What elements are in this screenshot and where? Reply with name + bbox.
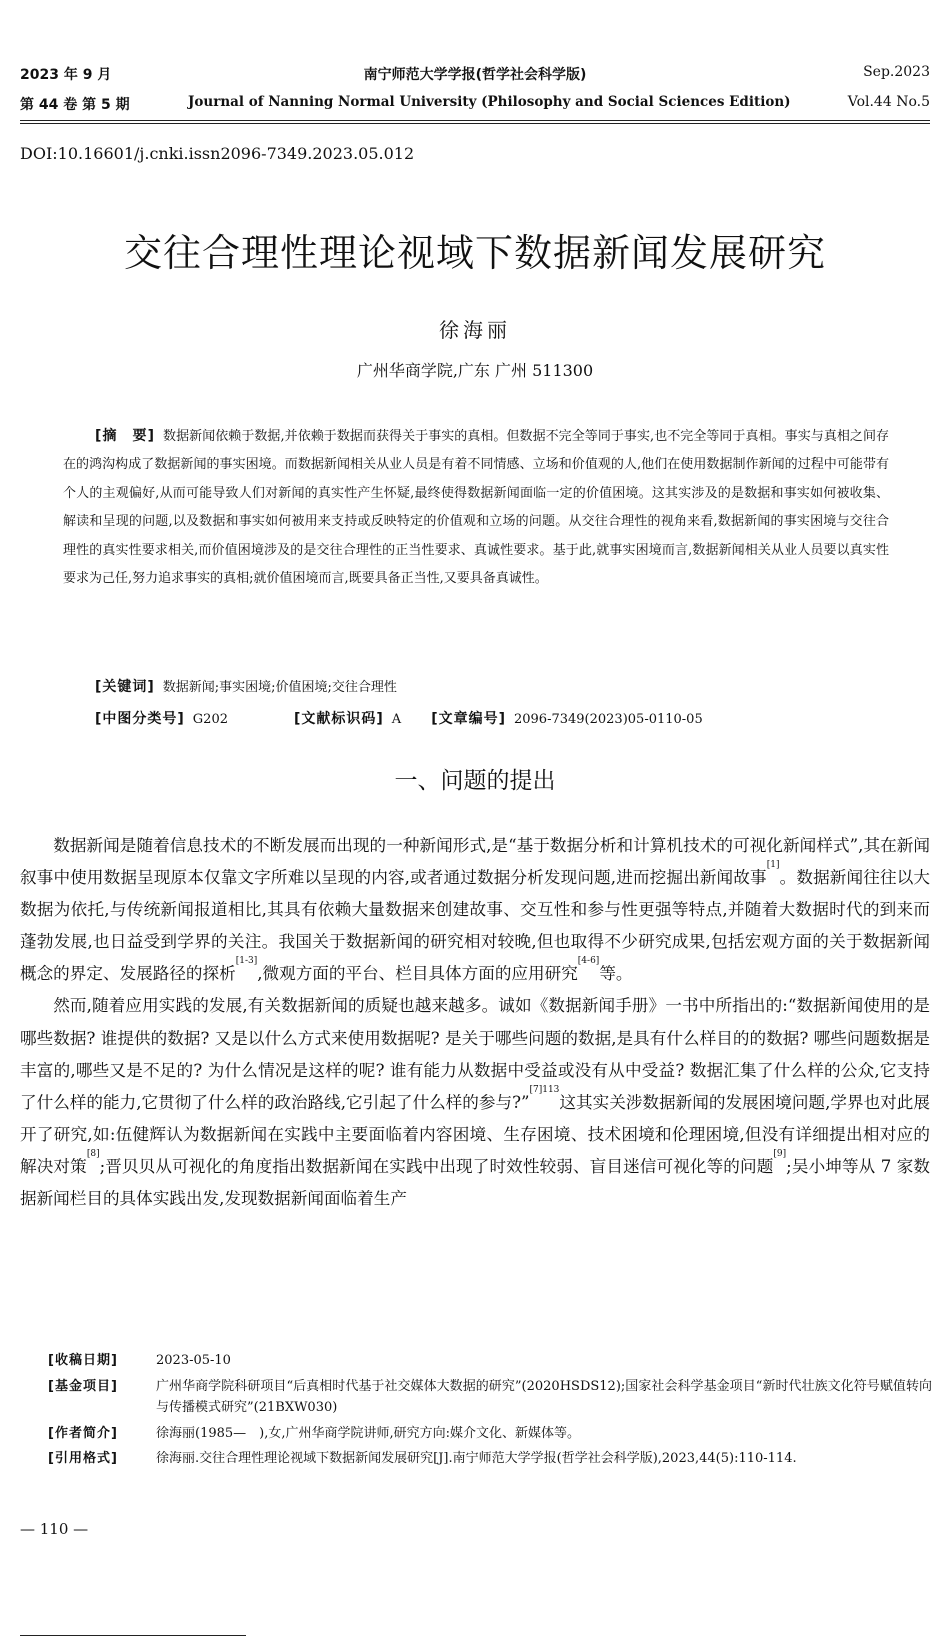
article-no-value: 2096-7349(2023)05-0110-05 <box>513 712 703 727</box>
abstract <box>63 422 889 593</box>
p2-text-b: 这其实关涉数据新闻的发展困境问题,学界也对此展开了研究,如:伍健辉认为数据新闻在实践中主要面临着内容困境、生存困境、技术困境和伦理困境,但没有详细提出相对应的解决对策 <box>20 1092 930 1176</box>
keywords-text: 数据新闻;事实困境;价值困境;交往合理性 <box>162 680 397 695</box>
footnote-received <box>48 1350 932 1372</box>
footnote-bio <box>48 1423 932 1445</box>
clc-value: G202 <box>192 712 228 727</box>
bio-text: 徐海丽(1985— ),女,广州华商学院讲师,研究方向:媒介文化、新媒体等。 <box>156 1425 581 1441</box>
abstract-text: 数据新闻依赖于数据,并依赖于数据而获得关于事实的真相。但数据不完全等同于事实,也不完全等同于真相。事实与真相之间存在的鸿沟构成了数据新闻的事实困境。而数据新闻相关从业人员是有着不同情感、立场和价值观的人,他们在使用数据制作新闻的过程中可能带有个人的主观偏好,从而可能导致人们对新闻的真实性产生怀疑,最终使得数据新闻面临一定的价值困境。这其实涉及的是数据和事实如何被收集、解读和呈现的问题,以及数据和事实如何被用来支持或反映特定的价值观和立场的问题。从交往合理性的视角来看,数据新闻的事实困境与交往合理性的真实性要求相关,而价值困境涉及的是交往合理性的正当性要求、真诚性要求。基于此,就事实困境而言,数据新闻相关从业人员要以真实性要求为己任,努力追求事实的真相;就价值困境而言,既要具备正当性,又要具备真诚性。 <box>63 429 890 587</box>
footnotes <box>48 1350 932 1474</box>
doi: DOI:10.16601/j.cnki.issn2096-7349.2023.05.012 <box>20 144 415 163</box>
citation-ref: [8] <box>86 1148 100 1159</box>
p1-text-c: ,微观方面的平台、栏目具体方面的应用研究 <box>257 964 578 984</box>
section-heading: 一、问题的提出 <box>394 768 556 794</box>
citation-ref: [1] <box>766 860 780 871</box>
citation-label: [引用格式] <box>48 1451 118 1466</box>
citation-ref: [1-3] <box>235 956 258 967</box>
p2-text-a: 然而,随着应用实践的发展,有关数据新闻的质疑也越来越多。诚如《数据新闻手册》一书中所指出的:“数据新闻使用的是哪些数据? 谁提供的数据? 又是以什么方式来使用数据呢? 是关于哪些问题的数据,是具有什么样目的的数据? 哪些问题数据是丰富的,哪些又是不足的? 为什么情况是这样的呢? 谁有能力从数据中受益或没有从中受益? 数据汇集了什么样的公众,它支持了什么样的能力,它贯彻了什么样的政治路线,它引起了什么样的参与?” <box>20 996 930 1112</box>
abstract-label: [摘 要] <box>95 428 155 444</box>
citation-text: 徐海丽.交往合理性理论视域下数据新闻发展研究[J].南宁师范大学学报(哲学社会科学版),2023,44(5):110-114. <box>156 1451 797 1466</box>
classification <box>95 708 703 728</box>
header-volume-cn: 第 44 卷 第 5 期 <box>20 97 130 113</box>
clc-label: [中图分类号] <box>95 711 185 727</box>
body-text <box>20 830 930 1215</box>
citation-ref: [7]113 <box>529 1084 560 1095</box>
journal-title-cn: 南宁师范大学学报(哲学社会科学版) <box>363 67 587 83</box>
paragraph-1 <box>20 830 930 990</box>
page-number: — 110 — <box>20 1520 89 1538</box>
footnote-fund <box>48 1376 932 1419</box>
article-no-label: [文章编号] <box>431 711 506 727</box>
citation-ref: [4-6] <box>577 956 600 967</box>
doc-code-label: [文献标识码] <box>294 711 384 727</box>
received-date: 2023-05-10 <box>156 1353 231 1368</box>
header-date: 2023 年 9 月 <box>20 67 112 83</box>
received-label: [收稿日期] <box>48 1353 118 1368</box>
p1-text-b: 。数据新闻往往以大数据为依托,与传统新闻报道相比,其具有依赖大量数据来创建故事、交互性和参与性更强等特点,并随着大数据时代的到来而蓬勃发展,也日益受到学界的关注。我国关于数据新闻的研究相对较晚,但也取得不少研究成果,包括宏观方面的关于数据新闻概念的界定、发展路径的探析 <box>20 868 931 984</box>
p1-text-a: 数据新闻是随着信息技术的不断发展而出现的一种新闻形式,是“基于数据分析和计算机技术的可视化新闻样式”,其在新闻叙事中使用数据呈现原本仅靠文字所难以呈现的内容,或者通过数据分析发现问题,进而挖掘出新闻故事 <box>20 836 930 888</box>
header-volume-en: Vol.44 No.5 <box>847 94 930 110</box>
p2-text-d: ;吴小坤等从 7 家数据新闻栏目的具体实践出发,发现数据新闻面临着生产 <box>20 1156 931 1209</box>
p1-text-d: 等。 <box>599 964 633 984</box>
header-rule <box>20 120 930 121</box>
footnote-citation <box>48 1448 932 1470</box>
header-month-en: Sep.2023 <box>863 64 930 80</box>
bio-label: [作者简介] <box>48 1425 118 1441</box>
fund-label: [基金项目] <box>48 1378 118 1394</box>
doc-code-value: A <box>391 712 402 727</box>
author-name: 徐海丽 <box>439 318 511 342</box>
header-rule-2 <box>20 123 930 124</box>
article-title: 交往合理性理论视域下数据新闻发展研究 <box>123 231 826 275</box>
fund-text: 广州华商学院科研项目“后真相时代基于社交媒体大数据的研究”(2020HSDS12);国家社会科学基金项目“新时代壮族文化符号赋值转向与传播模式研究”(21BXW030) <box>156 1378 932 1415</box>
journal-title-en: Journal of Nanning Normal University (Philosophy and Social Sciences Edition) <box>188 94 791 110</box>
citation-ref: [9] <box>773 1148 787 1159</box>
keywords <box>95 676 397 696</box>
paragraph-2 <box>20 990 930 1215</box>
author-affiliation: 广州华商学院,广东 广州 511300 <box>356 361 594 380</box>
keywords-label: [关键词] <box>95 679 155 695</box>
p2-text-c: ;晋贝贝从可视化的角度指出数据新闻在实践中出现了时效性较弱、盲目迷信可视化等的问题 <box>99 1156 774 1176</box>
